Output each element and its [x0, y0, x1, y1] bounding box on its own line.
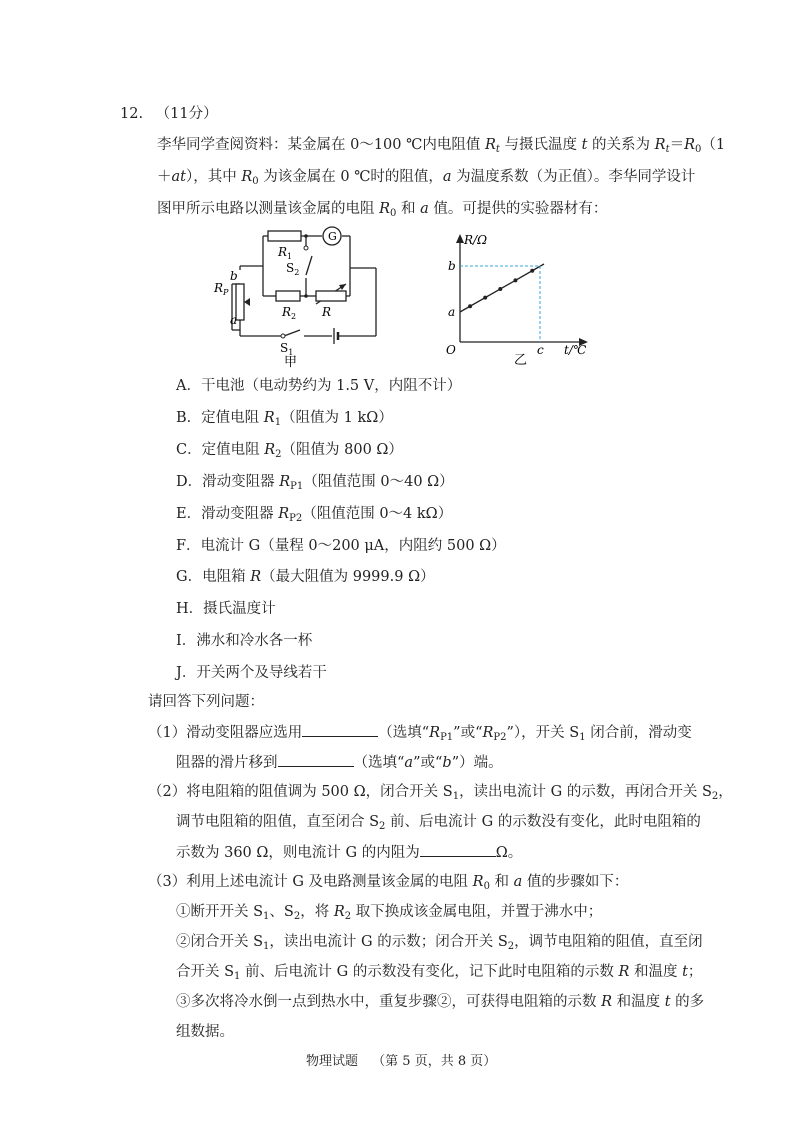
- slider-arrow: [244, 298, 250, 306]
- resistance-box-r: [316, 291, 346, 301]
- label-rp: $R_P$: [214, 281, 229, 297]
- label-g: G: [328, 230, 337, 243]
- q3-step-3: ③多次将冷水倒一点到热水中，重复步骤②，可获得电阻箱的示数 R 和温度 t 的多: [176, 994, 705, 1010]
- caption-jia: 甲: [284, 355, 298, 370]
- y-axis-label: R/Ω: [464, 233, 488, 247]
- option-a: A．干电池（电动势约为 1.5 V，内阻不计）: [176, 378, 462, 394]
- rt-graph-yi: [442, 230, 602, 370]
- question-number: 12.: [120, 106, 144, 122]
- q3-step-3-cont: 组数据。: [176, 1024, 234, 1040]
- label-s1: $S_1$: [280, 341, 294, 357]
- data-point: [483, 296, 487, 300]
- option-b: B．定值电阻 $R_1$（阻值为 1 kΩ）: [176, 410, 393, 428]
- answer-blank-3[interactable]: [420, 842, 496, 857]
- label-r1: $R_1$: [278, 245, 293, 261]
- option-g: G．电阻箱 R（最大阻值为 9999.9 Ω）: [176, 569, 435, 585]
- option-e: E．滑动变阻器 $R_{P2}$（阻值范围 0～4 kΩ）: [176, 506, 453, 524]
- switch-s1-pivot: [281, 334, 285, 338]
- q3-step-1: ①断开开关 $S_1$、$S_2$，将 $R_2$ 取下换成该金属电阻，并置于沸水中；: [176, 904, 603, 922]
- label-a: a: [230, 313, 238, 327]
- option-c: C．定值电阻 $R_2$（阻值为 800 Ω）: [176, 442, 403, 460]
- circuit-diagram-jia: [208, 220, 388, 370]
- x-axis-label: t/℃: [564, 343, 587, 357]
- answer-blank-1[interactable]: [302, 722, 378, 737]
- option-h: H．摄氏温度计: [176, 601, 276, 617]
- label-r2: $R_2$: [282, 305, 297, 321]
- variable-arrowhead: [339, 284, 346, 290]
- intro-line-1: 李华同学查阅资料：某金属在 0～100 ℃内电阻值 $R_t$ 与摄氏温度 t 的关系为 $R_t=R_0(1$: [157, 137, 726, 155]
- y-mark-b: b: [448, 259, 456, 273]
- q2-line-1: （2）将电阻箱的阻值调为 500 Ω，闭合开关 $S_1$，读出电流计 G 的示数，再闭合开关 $S_2$，: [148, 784, 733, 802]
- x-mark-c: c: [537, 343, 544, 357]
- q2-line-3: 示数为 360 Ω，则电流计 G 的内阻为 Ω。: [176, 842, 522, 863]
- label-r: R: [322, 305, 332, 319]
- question-header: [120, 104, 218, 124]
- origin-label: O: [446, 343, 456, 357]
- q1-line-2: 阻器的滑片移到 （选填“a”或“b”）端。: [176, 752, 503, 773]
- option-i: I．沸水和冷水各一杯: [176, 633, 313, 649]
- y-axis-arrow: [456, 234, 464, 243]
- option-d: D．滑动变阻器 $R_{P1}$（阻值范围 0～40 Ω）: [176, 474, 454, 492]
- intro-line-2: ＋at），其中 $R_0$ 为该金属在 0 ℃时的阻值，a 为温度系数（为正值）。李华同学设计: [157, 169, 696, 187]
- junction-dot: [304, 294, 308, 298]
- page-footer: [306, 1052, 496, 1072]
- answer-blank-2[interactable]: [278, 752, 354, 767]
- q3-line-1: （3）利用上述电流计 G 及电路测量该金属的电阻 $R_0$ 和 a 值的步骤如下：: [148, 874, 629, 892]
- data-point: [530, 269, 534, 273]
- data-point: [498, 287, 502, 291]
- data-point: [468, 304, 472, 308]
- resistor-r1: [268, 231, 301, 241]
- potentiometer-rp: [236, 284, 244, 320]
- y-mark-a: a: [448, 305, 456, 319]
- q2-line-2: 调节电阻箱的阻值，直至闭合 $S_2$ 前、后电流计 G 的示数没有变化，此时电阻箱的: [176, 814, 701, 832]
- caption-yi: 乙: [514, 353, 528, 368]
- junction-dot: [304, 234, 308, 238]
- option-j: J．开关两个及导线若干: [176, 665, 327, 681]
- switch-s2-pivot: [304, 246, 308, 250]
- question-points: （11分）: [155, 106, 218, 122]
- resistor-r2: [276, 291, 300, 301]
- label-b: b: [230, 269, 238, 283]
- label-s2: $S_2$: [286, 261, 300, 277]
- q3-step-2: ②闭合开关 $S_1$，读出电流计 G 的示数；闭合开关 $S_2$，调节电阻箱的阻值，直至闭: [176, 934, 703, 952]
- data-point: [513, 278, 517, 282]
- prompt: 请回答下列问题：: [148, 694, 264, 710]
- intro-line-3: 图甲所示电路以测量该金属的电阻 $R_0$ 和 a 值。可提供的实验器材有：: [157, 201, 608, 219]
- footer-page: （第 5 页，共 8 页）: [372, 1054, 497, 1069]
- q3-step-2-cont: 合开关 $S_1$ 前、后电流计 G 的示数没有变化，记下此时电阻箱的示数 R 和温度 t；: [176, 964, 703, 982]
- option-f: F．电流计 G（量程 0～200 μA，内阻约 500 Ω）: [176, 538, 506, 554]
- footer-title: 物理试题: [306, 1054, 359, 1069]
- q1-line-1: （1）滑动变阻器应选用 （选填“$R_{P1}$”或“$R_{P2}$”），开关 $S_1$ 闭合前，滑动变: [148, 722, 692, 743]
